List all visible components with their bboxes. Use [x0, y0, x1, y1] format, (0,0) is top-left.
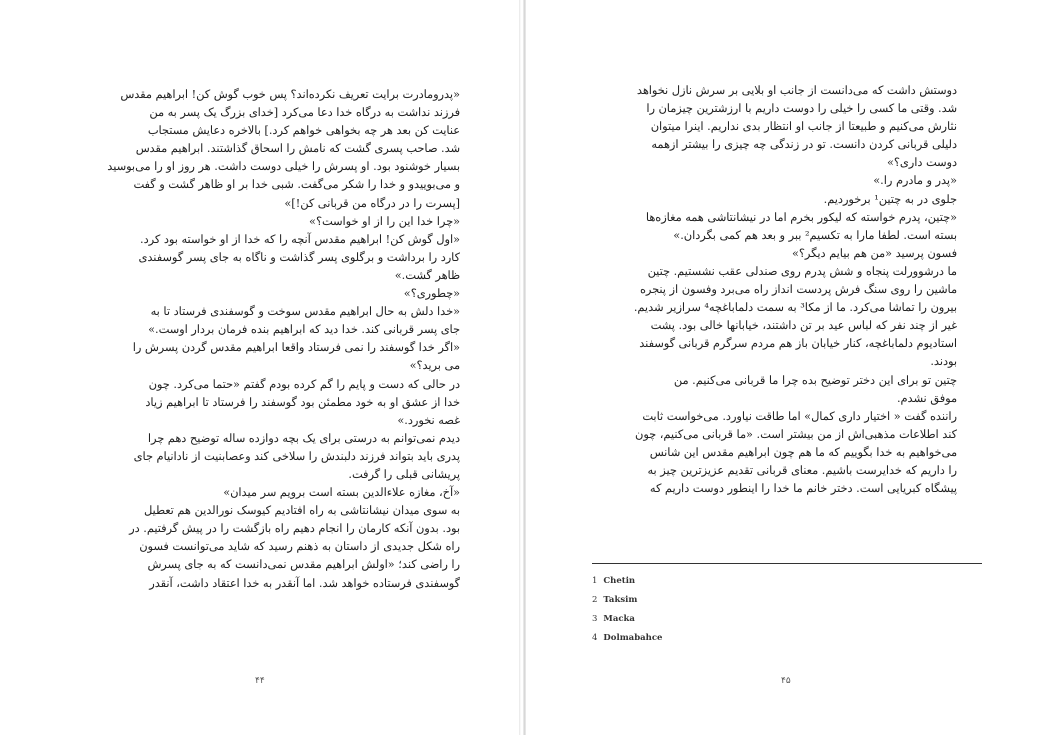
- text-line: «چطوری؟»: [403, 287, 460, 301]
- text-line: دیدم نمی‌توانم به درستی برای یک بچه دوازده ساله توضیح دهم چرا: [147, 431, 460, 445]
- right-page: [526, 0, 1045, 735]
- text-line: می‌خواهیم به خدا بگوییم که ما هم چون ابراهیم مقدس این شانس: [649, 445, 957, 459]
- footnote-number: 2: [592, 595, 598, 605]
- text-line: غصه نخورد.»: [397, 413, 460, 427]
- text-line: راه شکل جدیدی از داستان به ذهنم رسید که شاید می‌توانست فسون: [139, 540, 460, 554]
- text-line: را داریم که خدایرست باشیم. معنای قربانی تقدیم عزیزترین چیز به: [647, 463, 957, 477]
- footnote-item: [592, 629, 792, 648]
- text-line: ما درشوورلت پنجاه و شش پدرم روی صندلی عقب نشستیم. چتین: [647, 264, 957, 278]
- text-line: خدا از عشق او به خود مطمئن بود گوسفند را فرستاد تا ابراهیم زیاد: [145, 395, 460, 409]
- footnotes: [592, 572, 792, 648]
- text-line: غیر از چند نفر که لباس عید بر تن داشتند، خیابانها خالی بود. پشت: [650, 319, 957, 333]
- text-line: بسته است. لطفا مارا به تکسیم² ببر و بعد هم کمی بگردان.»: [673, 228, 957, 242]
- footnote-text: Dolmabahce: [603, 633, 663, 643]
- text-line: کند اطلاعات مذهبی‌اش از من بیشتر است. «ما قربانی می‌کنیم، چون: [635, 427, 957, 441]
- footnote-text: Chetin: [603, 576, 636, 586]
- text-line: ظاهر گشت.»: [394, 268, 460, 282]
- text-line: را راضی کند؛ «اولش ابراهیم مقدس نمی‌دانست که به جای پسرش: [147, 558, 460, 572]
- footnote-item: [592, 610, 792, 629]
- text-line: «آخ، مغازه علاءالدین بسته است برویم سر میدان»: [223, 486, 460, 500]
- text-line: [پسرت را در درگاه من قربانی کن!]»: [284, 196, 460, 210]
- text-line: فسون پرسید «من هم بیایم دیگر؟»: [792, 246, 957, 260]
- footnote-text: Taksim: [603, 595, 638, 605]
- text-line: در حالی که دست و پایم را گم کرده بودم گفتم «حتما می‌کرد. چون: [148, 377, 460, 391]
- left-page: [0, 0, 519, 735]
- text-line: بود. بدون آنکه کارمان را انجام دهیم راه بازگشت را در پیش گرفتیم. در: [129, 522, 460, 536]
- text-line: استادیوم دلماباغچه، کنار خیابان باز هم مردم سرگرم قربانی گوسفند: [639, 337, 957, 351]
- left-page-number: ۴۴: [255, 676, 265, 686]
- text-line: «چتین، پدرم خواسته که لیکور بخرم اما در نیشانتاشی همه مغازه‌ها: [645, 210, 957, 224]
- text-line: جلوی در به چتین¹ برخوردیم.: [823, 192, 957, 206]
- text-line: جای پسر قربانی کند. خدا دید که ابراهیم بنده فرمان بردار اوست.»: [148, 323, 460, 337]
- text-line: «پدرومادرت برایت تعریف نکرده‌اند؟ پس خوب گوش کن! ابراهیم مقدس: [120, 88, 460, 101]
- text-line: نثارش می‌کنیم و طبیعتا از جانب او انتظار بدی نداریم. اینرا میتوان: [650, 120, 957, 134]
- text-line: و می‌بوییدو و خدا را شکر می‌گفت. شبی خدا بر او ظاهر گشت و گفت: [133, 178, 460, 192]
- left-page-body: [98, 86, 460, 593]
- text-line: «اگر خدا گوسفند را نمی فرستاد واقعا ابراهیم مقدس گردن پسرش را: [132, 341, 460, 355]
- footnote-divider: [592, 563, 982, 564]
- book-gutter: [519, 0, 526, 735]
- text-line: به سوی میدان نیشانتاشی به راه افتادیم کیوسک نورالدین هم تعطیل: [143, 504, 460, 518]
- right-page-number: ۴۵: [781, 676, 791, 686]
- text-line: کارد را برداشت و برگلوی پسر گذاشت و ناگاه به جای پسر گوسفندی: [138, 250, 460, 264]
- footnote-text: Macka: [603, 614, 635, 624]
- footnote-number: 1: [592, 576, 598, 586]
- text-line: دوستش داشت که می‌دانست از جانب او بلایی بر سرش نازل نخواهد: [636, 84, 957, 97]
- text-line: پریشانی قبلی را گرفت.: [348, 467, 460, 481]
- text-line: «چرا خدا این را از او خواست؟»: [309, 214, 460, 228]
- text-line: «خدا دلش به حال ابراهیم مقدس سوخت و گوسفندی فرستاد تا به: [150, 305, 460, 319]
- text-line: شد. وقتی ما کسی را خیلی را دوست داریم با ارزشترین چیزمان را: [646, 102, 957, 116]
- footnote-number: 3: [592, 614, 598, 624]
- text-line: بسیار خوشنود بود. او پسرش را خیلی دوست داشت. هر روز او را می‌بوسید: [107, 160, 460, 174]
- text-line: ماشین را روی سنگ فرش پردست انداز راه می‌برد وفسون از پنجره: [639, 283, 957, 297]
- text-line: موفق نشدم.: [896, 391, 957, 405]
- footnote-number: 4: [592, 633, 598, 643]
- text-line: «اول گوش کن! ابراهیم مقدس آنچه را که خدا از او خواسته بود کرد.: [140, 232, 460, 246]
- text-line: راننده گفت « اختیار داری کمال» اما طاقت نیاورد. می‌خواست ثابت: [642, 409, 957, 423]
- text-line: گوسفندی فرستاده خواهد شد. اما آنقدر به خدا اعتقاد داشت، آنقدر: [149, 576, 460, 590]
- text-line: پیشگاه کبریایی است. دختر خانم ما خدا را اینطور دوست داریم که: [649, 482, 957, 496]
- text-line: دلیلی قربانی کردن دانست. تو در زندگی چه چیزی را بیشتر ازهمه: [651, 138, 957, 152]
- text-line: پدری باید بتواند فرزند دلبندش را سلاخی کند وعصابنیت از نادانیام جای: [133, 449, 460, 463]
- text-line: چتین تو برای این دختر توضیح بده چرا ما قربانی می‌کنیم. من: [673, 373, 957, 387]
- text-line: شد. صاحب پسری گشت که نامش را اسحاق گذاشتند. ابراهیم مقدس: [135, 142, 460, 156]
- footnote-item: [592, 591, 792, 610]
- text-line: «پدر و مادرم را.»: [873, 174, 957, 188]
- footnote-item: [592, 572, 792, 591]
- text-line: عنایت کن بعد هر چه بخواهی خواهم کرد.] بالاخره دعایش مستجاب: [147, 124, 460, 138]
- text-line: بیرون را تماشا می‌کرد. ما از مکا³ به سمت دلماباغچه⁴ سرازیر شدیم.: [633, 301, 957, 315]
- text-line: می برید؟»: [409, 359, 460, 373]
- text-line: فرزند نداشت به درگاه خدا دعا می‌کرد [خدای بزرگ یک پسر به من: [149, 106, 460, 120]
- right-page-body: [592, 82, 957, 498]
- text-line: دوست داری؟»: [886, 156, 957, 170]
- text-line: بودند.: [930, 355, 957, 369]
